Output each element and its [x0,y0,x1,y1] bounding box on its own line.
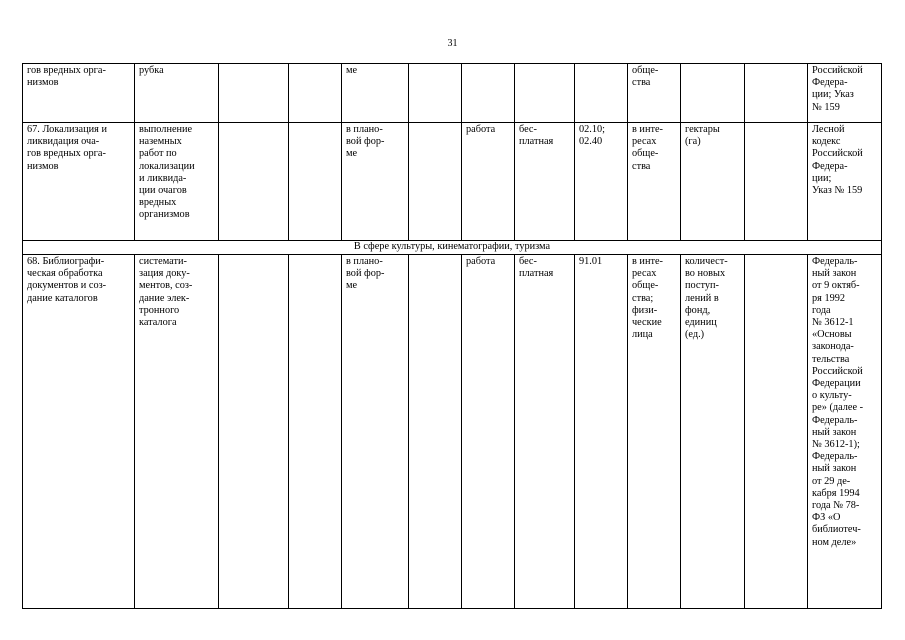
cell-text: 68. Библиографи- [27,256,105,267]
cell-text: в инте- [632,124,663,135]
table-cell [135,255,219,609]
cell-text: ФЗ «О [812,512,841,524]
cell-text: 02.10; [579,124,606,135]
cell-text: ства [632,77,651,89]
cell-text: ческие [632,317,662,329]
table-cell [342,123,409,241]
table-row [23,255,882,609]
table-cell [289,64,342,123]
table-cell [575,123,628,241]
cell-text: ря 1992 [812,292,846,304]
cell-text: Федераль- [812,256,858,267]
table-row [23,123,882,241]
table-cell [515,123,575,241]
table-cell [515,64,575,123]
cell-text: низмов [27,77,59,89]
cell-text: библиотеч- [812,524,861,536]
table-cell [628,123,681,241]
cell-text: обще- [632,148,659,160]
cell-text: вой фор- [346,136,385,148]
cell-text: ресах [632,268,657,280]
table-cell [342,64,409,123]
table-cell [745,64,808,123]
section-row [23,241,882,255]
cell-text: 67. Локализация и [27,124,107,135]
cell-text: тронного [139,304,180,316]
cell-text: ный закон [812,463,857,475]
table-cell [575,64,628,123]
table-cell [462,255,515,609]
table-cell [575,255,628,609]
cell-text: кодекс [812,136,841,148]
section-title: В сфере культуры, кинематографии, туризма [23,241,882,255]
table-cell [681,123,745,241]
cell-text: ме [346,280,358,292]
cell-text: ства; [632,292,654,304]
table-cell [462,123,515,241]
cell-text: Федераль- [812,414,858,426]
table-cell [23,123,135,241]
cell-text: ликвидация оча- [27,136,100,148]
cell-text: лица [632,329,653,341]
table-cell [808,123,882,241]
table-cell [808,255,882,609]
cell-text: Федера- [812,160,848,172]
cell-text: и ликвида- [139,172,187,184]
cell-text: бес- [519,256,537,267]
table-cell [23,64,135,123]
cell-text: в плано- [346,256,383,267]
cell-text: в инте- [632,256,663,267]
table-cell [515,255,575,609]
cell-text: от 9 октяб- [812,280,860,292]
cell-text: ции; Указ [812,89,854,101]
table-cell [289,123,342,241]
cell-text: гов вредных орга- [27,148,106,160]
cell-text: Федерации [812,378,861,390]
cell-text: ном деле» [812,536,857,548]
cell-text: рубка [139,65,164,76]
cell-text: ре» (далее - [812,402,864,414]
cell-text: Лесной [812,124,845,135]
services-table [22,63,882,609]
cell-text: кабря 1994 [812,487,860,499]
cell-text: организмов [139,209,190,221]
cell-text: года № 78- [812,500,860,512]
table-cell [409,64,462,123]
table-cell [808,64,882,123]
cell-text: локализации [139,160,195,172]
table-cell [135,64,219,123]
cell-text: ресах [632,136,657,148]
cell-text: дание каталогов [27,292,98,304]
table-cell [681,64,745,123]
cell-text: ный закон [812,426,857,438]
cell-text: Российской [812,365,863,377]
cell-text: каталога [139,317,177,329]
cell-text: вредных [139,197,177,209]
cell-text: количест- [685,256,728,267]
cell-text: выполнение [139,124,193,135]
cell-text: Федераль- [812,451,858,463]
table-cell [219,255,289,609]
cell-text: тельства [812,353,850,365]
table-cell [409,255,462,609]
cell-text: ства [632,160,651,172]
table-cell [289,255,342,609]
cell-text: ный закон [812,268,857,280]
cell-text: зация доку- [139,268,190,280]
cell-text: о культу- [812,390,852,402]
cell-text: во новых [685,268,726,280]
cell-text: обще- [632,65,659,76]
table-cell [342,255,409,609]
cell-text: «Основы [812,329,852,341]
cell-text: документов и соз- [27,280,107,292]
cell-text: физи- [632,304,658,316]
cell-text: обще- [632,280,659,292]
cell-text: системати- [139,256,187,267]
table-cell [745,255,808,609]
table-cell [462,64,515,123]
table-cell [681,255,745,609]
cell-text: ментов, соз- [139,280,193,292]
page-number: 31 [447,38,458,49]
cell-text: законода- [812,341,854,353]
cell-text: Российской [812,148,863,160]
table-cell [628,64,681,123]
cell-text: 02.40 [579,136,603,148]
cell-text: гов вредных орга- [27,65,106,76]
table-cell [409,123,462,241]
cell-text: ме [346,148,358,160]
cell-text: Указ № 159 [812,185,863,197]
cell-text: дание элек- [139,292,190,304]
cell-text: ческая обработка [27,268,103,280]
cell-text: работа [466,124,496,135]
table-cell [219,123,289,241]
cell-text: № 3612-1); [812,439,860,451]
cell-text: гектары [685,124,720,135]
cell-text: ции очагов [139,185,187,197]
table-cell [135,123,219,241]
cell-text: фонд, [685,304,711,316]
cell-text: № 159 [812,101,840,113]
cell-text: ции; [812,172,832,184]
cell-text: Российской [812,65,863,76]
cell-text: года [812,304,831,316]
table-cell [628,255,681,609]
table-row [23,64,882,123]
cell-text: наземных [139,136,182,148]
cell-text: платная [519,268,554,280]
cell-text: 91.01 [579,256,603,267]
cell-text: единиц [685,317,717,329]
cell-text: низмов [27,160,59,172]
cell-text: работа [466,256,496,267]
cell-text: поступ- [685,280,719,292]
table-cell [219,64,289,123]
cell-text: ме [346,65,358,76]
cell-text: Федера- [812,77,848,89]
cell-text: лений в [685,292,719,304]
cell-text: платная [519,136,554,148]
cell-text: работ по [139,148,177,160]
cell-text: бес- [519,124,537,135]
cell-text: № 3612-1 [812,317,854,329]
table-cell [23,255,135,609]
cell-text: в плано- [346,124,383,135]
cell-text: (ед.) [685,329,705,341]
cell-text: вой фор- [346,268,385,280]
cell-text: от 29 де- [812,475,851,487]
cell-text: (га) [685,136,701,148]
table-cell [745,123,808,241]
